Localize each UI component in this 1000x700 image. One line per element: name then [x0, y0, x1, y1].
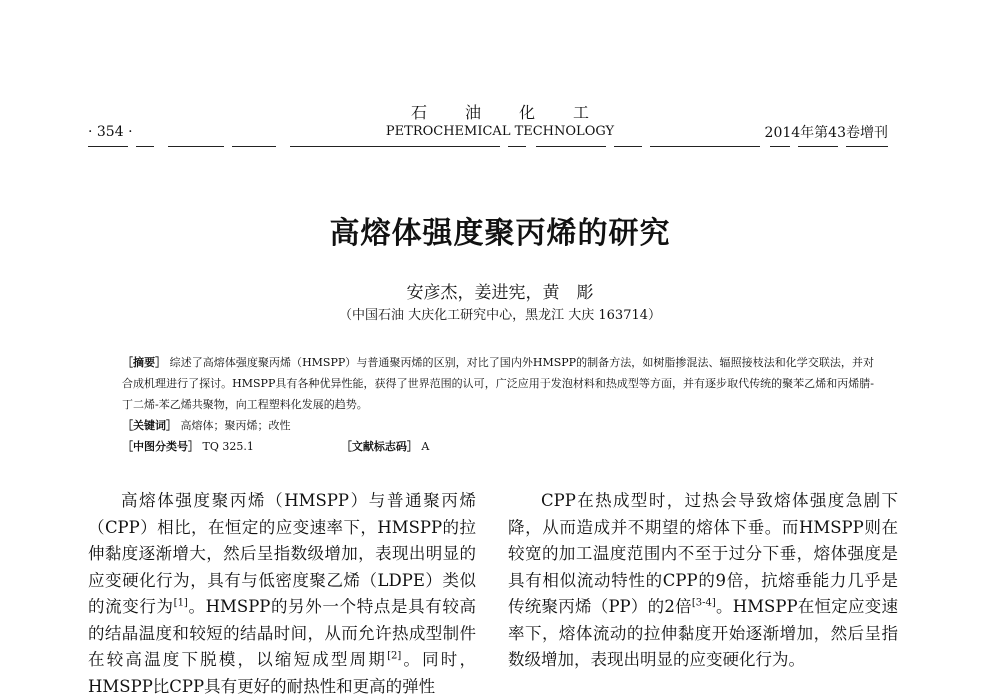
journal-title-cn: 石油化工	[410, 103, 627, 122]
doc-code-label: ［文献标志码］	[340, 440, 418, 453]
abstract-block	[122, 352, 874, 457]
body-text: 高熔体强度聚丙烯（HMSPP）与普通聚丙烯（CPP）相比，在恒定的应变速率下，HMSPP的拉伸黏度逐渐增大，然后呈指数级增加，表现出明显的应变硬化行为，具有与低密度聚乙烯（LDPE）类似的流变行为	[88, 491, 476, 616]
abstract-text: 综述了高熔体强度聚丙烯（HMSPP）与普通聚丙烯的区别，对比了国内外HMSPP的制备方法，如树脂掺混法、辐照接枝法和化学交联法，并对合成机理进行了探讨。HMSPP具有各种优异性能，获得了世界范围的认可，广泛应用于发泡材料和热成型等方面，并有逐步取代传统的聚苯乙烯和丙烯腈-丁二烯-苯乙烯共聚物，向工程塑料化发展的趋势。	[122, 356, 874, 411]
class-label: ［中图分类号］	[122, 440, 199, 453]
reference-mark: [1]	[173, 597, 188, 609]
issue-info: 2014年第43卷增刊	[764, 125, 888, 141]
body-right-column	[508, 488, 898, 674]
keywords-line	[122, 415, 874, 436]
reference-mark: [3-4]	[691, 597, 716, 609]
body-text: 。HMSPP在恒定应变速率下，熔体流动的拉伸黏度开始逐渐增加，然后呈指数级增加，表现出明显的应变硬化行为。	[508, 597, 899, 669]
body-text: CPP在热成型时，过热会导致熔体强度急剧下降，从而造成并不期望的熔体下垂。而HMSPP则在较宽的加工温度范围内不至于过分下垂，熔体强度是具有相似流动特性的CPP的9倍，抗熔垂能力几乎是传统聚丙烯（PP）的2倍	[508, 491, 898, 616]
reference-mark: [2]	[387, 650, 402, 662]
article-authors: 安彦杰，姜进宪，黄 彫	[406, 283, 594, 303]
article-title: 高熔体强度聚丙烯的研究	[329, 216, 671, 251]
article-affiliation: （中国石油 大庆化工研究中心，黑龙江 大庆 163714）	[338, 308, 662, 323]
body-text: 。同时，HMSPP比CPP具有更好的耐热性和更高的弹性	[88, 650, 476, 696]
body-paragraph	[508, 488, 898, 674]
journal-title-en: PETROCHEMICAL TECHNOLOGY	[385, 124, 615, 139]
keywords-value: 高熔体；聚丙烯；改性	[180, 419, 291, 432]
body-text: 。HMSPP的另外一个特点是具有较高的结晶温度和较短的结晶时间，从而允许热成型制件在较高温度下脱模，以缩短成型周期	[88, 597, 477, 669]
abstract-label: ［摘要］	[122, 356, 167, 369]
keywords-label: ［关键词］	[122, 419, 177, 432]
page-number: · 354 ·	[88, 124, 133, 140]
classification-line	[122, 436, 874, 457]
doc-code-value: A	[421, 440, 430, 453]
class-value: TQ 325.1	[202, 440, 254, 453]
body-paragraph	[88, 488, 476, 700]
abstract-paragraph	[122, 352, 874, 415]
body-left-column	[88, 488, 476, 700]
